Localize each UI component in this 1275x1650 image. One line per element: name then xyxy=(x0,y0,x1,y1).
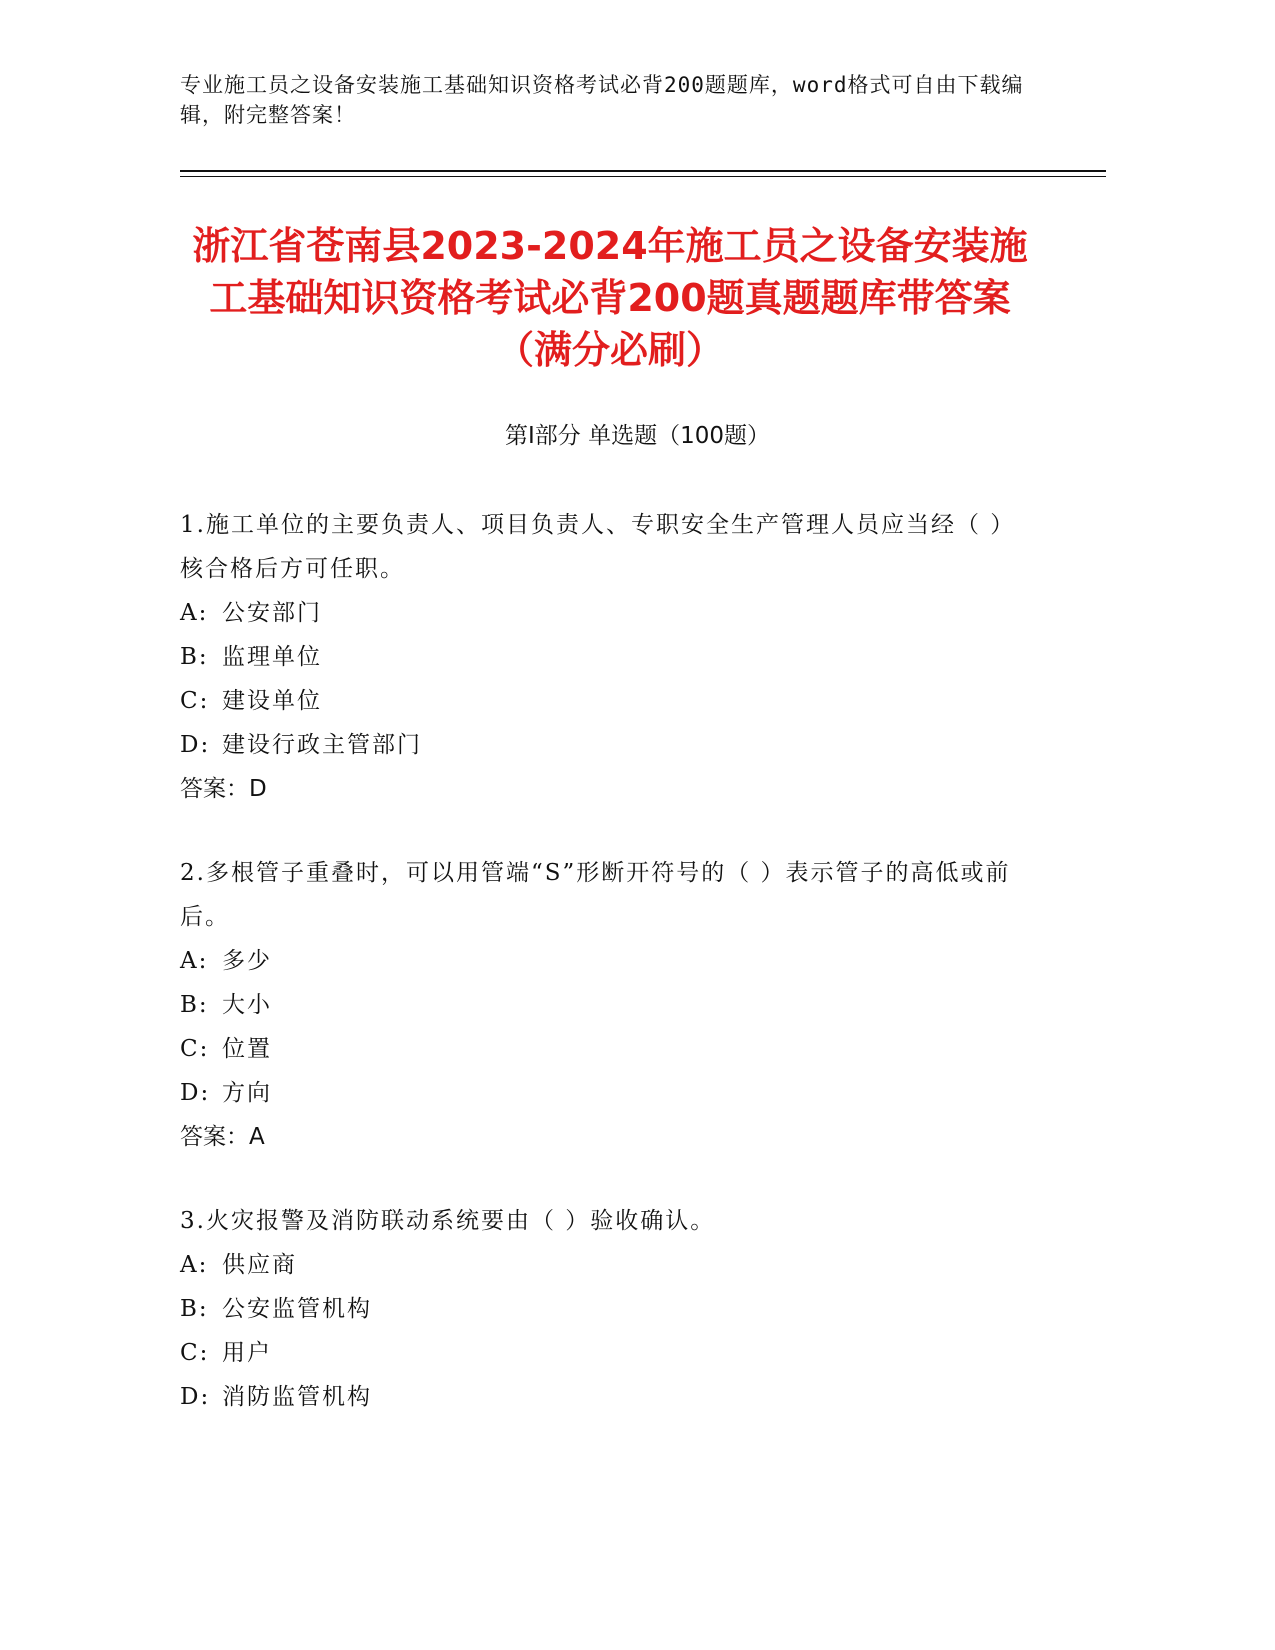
option-b xyxy=(180,1287,1040,1331)
header-divider-thin xyxy=(180,176,1106,177)
option-label: A: xyxy=(180,948,209,974)
option-text: 建设单位 xyxy=(222,688,322,714)
question-text: 2.多根管子重叠时，可以用管端“S”形断开符号的（ ）表示管子的高低或前后。 xyxy=(180,860,1011,930)
option-b xyxy=(180,983,1040,1027)
question-text: 1.施工单位的主要负责人、项目负责人、专职安全生产管理人员应当经（ ）核合格后方可任职。 xyxy=(180,512,1016,582)
option-text: 建设行政主管部门 xyxy=(222,732,422,758)
option-label: D: xyxy=(180,1080,211,1106)
option-text: 公安部门 xyxy=(222,600,322,626)
option-label: C: xyxy=(180,1036,210,1062)
question-text: 3.火灾报警及消防联动系统要由（ ）验收确认。 xyxy=(180,1208,716,1234)
option-c xyxy=(180,1027,1040,1071)
option-a xyxy=(180,591,1040,635)
question-list xyxy=(180,503,1040,1459)
document-title: 浙江省苍南县2023-2024年施工员之设备安装施工基础知识资格考试必背200题真题题库带答案（满分必刷） xyxy=(192,224,1028,372)
header-note: 专业施工员之设备安装施工基础知识资格考试必背200题题库，word格式可自由下载编辑，附完整答案！ xyxy=(180,73,1024,127)
option-label: C: xyxy=(180,1340,210,1366)
question-2 xyxy=(180,851,1040,1159)
option-a xyxy=(180,939,1040,983)
option-d xyxy=(180,723,1040,767)
option-label: D: xyxy=(180,732,211,758)
answer: 答案：D xyxy=(180,776,267,802)
option-label: B: xyxy=(180,1296,209,1322)
option-text: 用户 xyxy=(222,1340,272,1366)
section-heading: 第I部分 单选题（100题） xyxy=(505,423,770,449)
option-label: A: xyxy=(180,600,209,626)
option-label: D: xyxy=(180,1384,211,1410)
option-text: 消防监管机构 xyxy=(222,1384,372,1410)
option-label: A: xyxy=(180,1252,209,1278)
option-c xyxy=(180,679,1040,723)
option-a xyxy=(180,1243,1040,1287)
header-divider-thick xyxy=(180,170,1106,172)
option-text: 位置 xyxy=(222,1036,272,1062)
option-text: 方向 xyxy=(222,1080,272,1106)
option-label: B: xyxy=(180,992,209,1018)
answer: 答案：A xyxy=(180,1124,265,1150)
question-3 xyxy=(180,1199,1040,1419)
option-text: 多少 xyxy=(222,948,272,974)
option-text: 公安监管机构 xyxy=(222,1296,372,1322)
option-b xyxy=(180,635,1040,679)
option-text: 大小 xyxy=(222,992,272,1018)
option-c xyxy=(180,1331,1040,1375)
option-d xyxy=(180,1071,1040,1115)
option-label: B: xyxy=(180,644,209,670)
option-text: 监理单位 xyxy=(222,644,322,670)
option-label: C: xyxy=(180,688,210,714)
question-1 xyxy=(180,503,1040,811)
option-text: 供应商 xyxy=(222,1252,297,1278)
option-d xyxy=(180,1375,1040,1419)
